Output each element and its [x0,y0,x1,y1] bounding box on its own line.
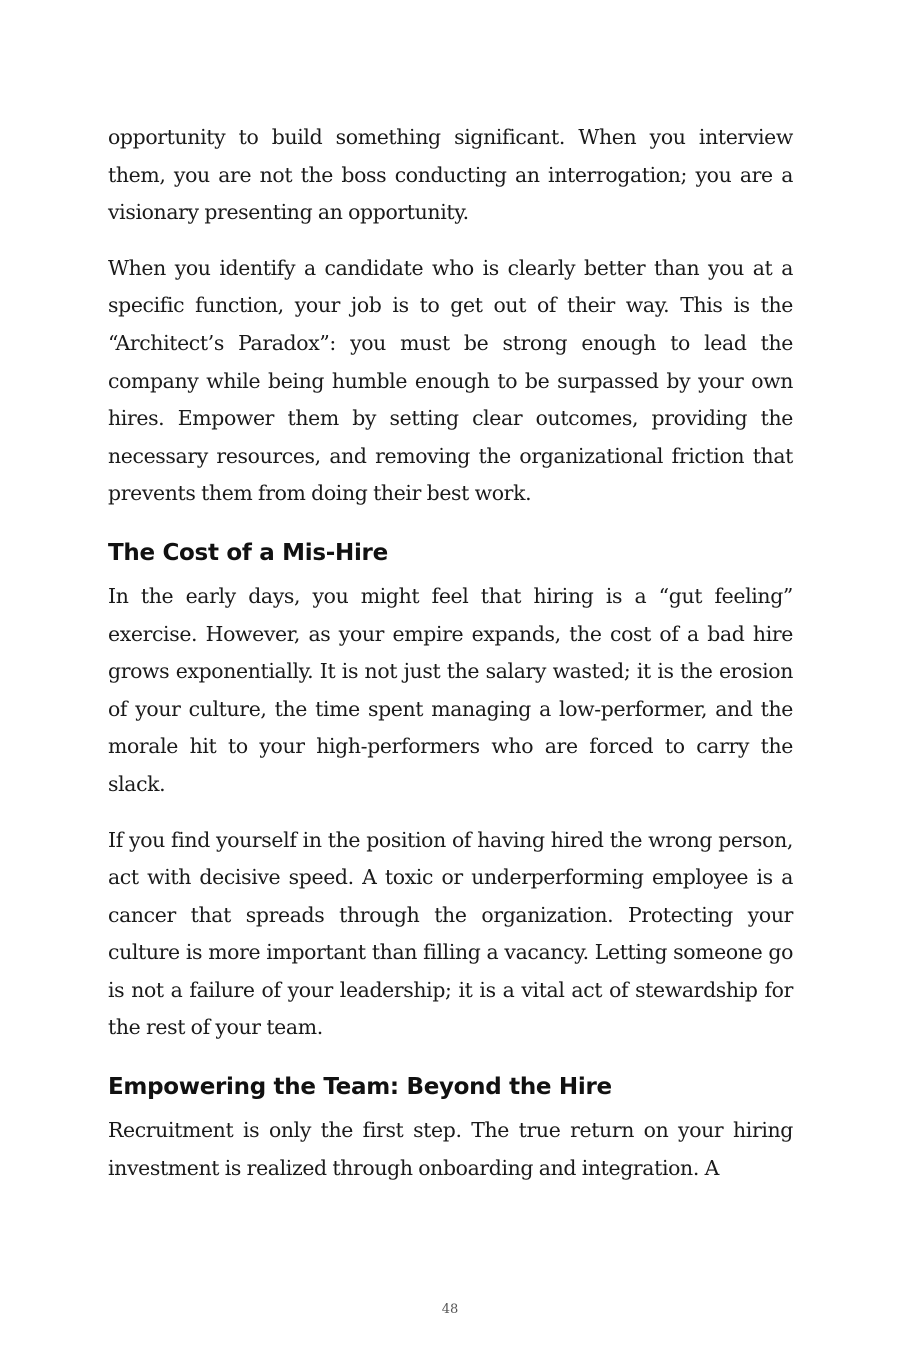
section-heading-cost-of-mis-hire: The Cost of a Mis-Hire [108,539,388,566]
paragraph-recruitment-first-step: Recruitment is only the first step. The true return on your hiring investment is realized through onboarding and integration. A [108,1118,793,1180]
page-body [108,119,793,1205]
paragraph-bad-hire-cost: In the early days, you might feel that hiring is a “gut feeling” exercise. However, as your empire expands, the cost of a bad hire grows exponentially. It is not just the salary wasted; it is the erosion of your culture, the time spent managing a low-performer, and the morale hit to your high-performers who are forced to carry the slack. [108,583,793,796]
paragraph-decisive-speed: If you find yourself in the position of having hired the wrong person, act with decisive speed. A toxic or underperforming employee is a cancer that spreads through the organization. Protecting your culture is more important than filling a vacancy. Letting someone go is not a failure of your leadership; it is a vital act of stewardship for the rest of your team. [108,827,793,1040]
paragraph-architects-paradox: When you identify a candidate who is clearly better than you at a specific function, your job is to get out of their way. This is the “Architect’s Paradox”: you must be strong enough to lead the company while being humble enough to be surpassed by your own hires. Empower them by setting clear outcomes, providing the necessary resources, and removing the organizational friction that prevents them from doing their best work. [108,255,793,506]
section-heading-empowering-team: Empowering the Team: Beyond the Hire [108,1074,612,1101]
paragraph-interview-opportunity: opportunity to build something significant. When you interview them, you are not the boss conducting an interrogation; you are a visionary presenting an opportunity. [108,125,793,225]
page-number: 48 [441,1302,459,1317]
